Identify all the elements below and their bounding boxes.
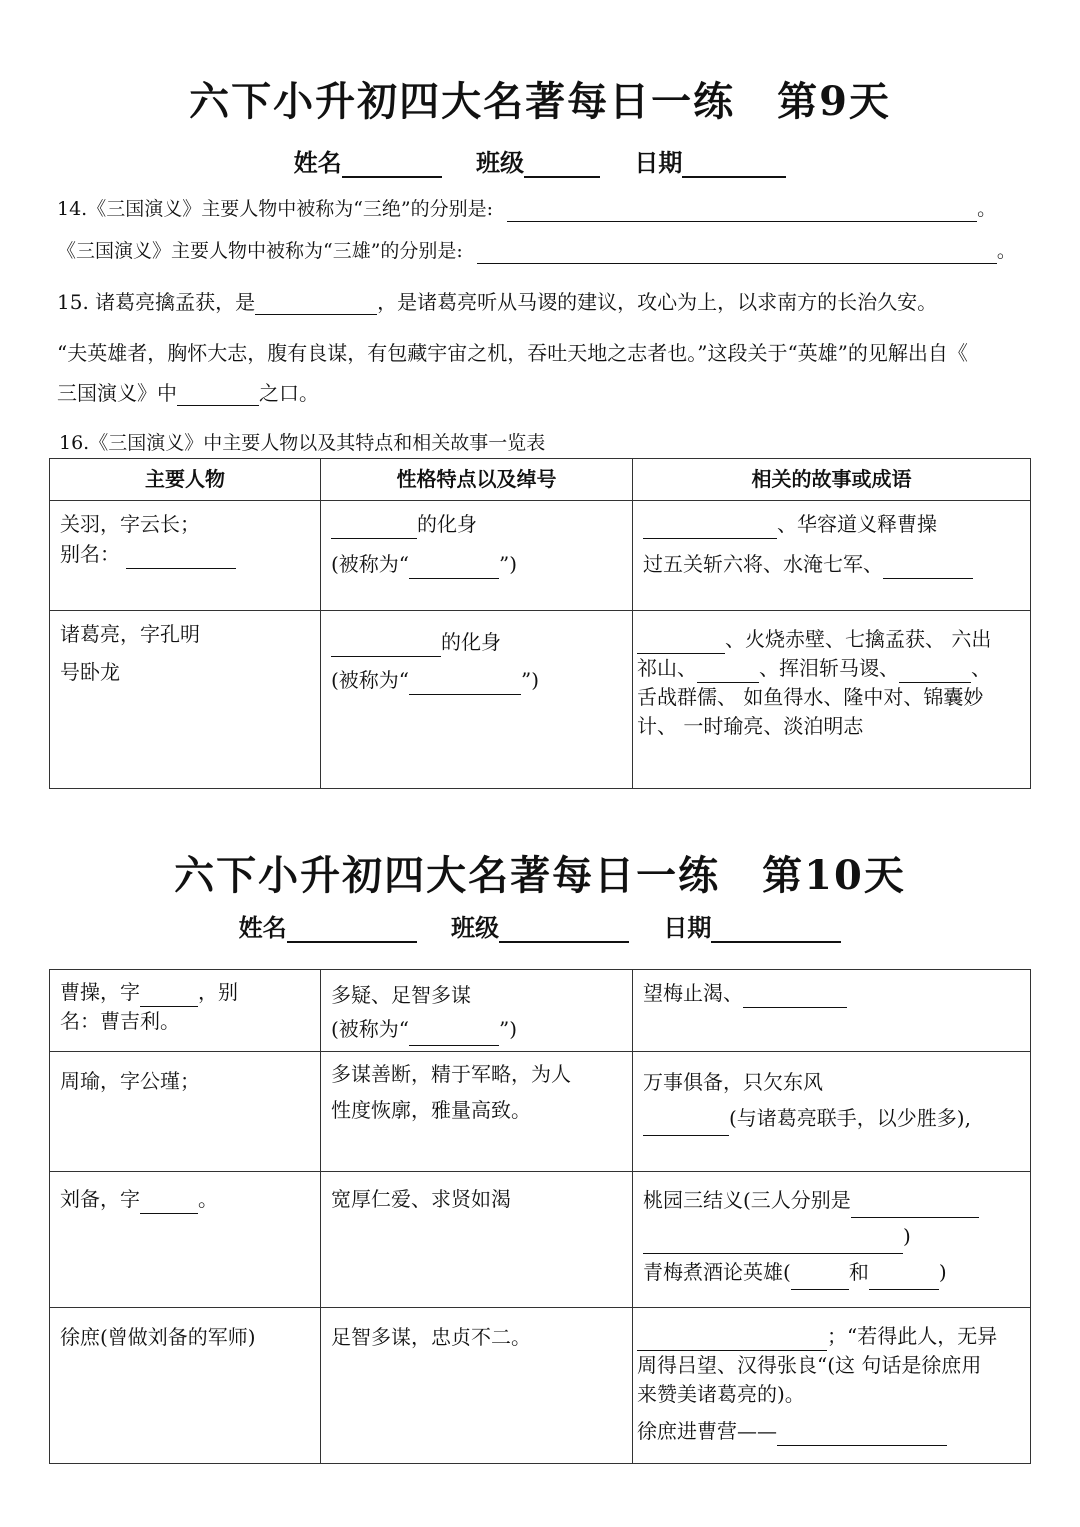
column-header: 相关的故事或成语 — [633, 459, 1031, 501]
answer-blank[interactable] — [791, 1267, 849, 1290]
name-label: 姓名 — [238, 913, 287, 942]
answer-blank[interactable] — [637, 631, 725, 654]
trait-cell: 多疑、足智多谋 (被称为“ ”) — [321, 970, 633, 1052]
class-label: 班级 — [476, 148, 524, 177]
trait-cell: 足智多谋，忠贞不二。 — [321, 1308, 633, 1464]
page-title-day10: 六下小升初四大名著每日一练 第10天 — [174, 852, 906, 899]
trait-cell: 多谋善断，精于军略，为人 性度恢廓，雅量高致。 — [321, 1052, 633, 1172]
date-field[interactable] — [682, 152, 786, 178]
question-14-line1: 14.《三国演义》主要人物中被称为“三绝”的分别是: 。 — [57, 198, 997, 220]
person-cell: 徐庶(曾做刘备的军师) — [50, 1308, 321, 1464]
answer-blank[interactable] — [507, 201, 977, 222]
story-cell: 桃园三结义(三人分别是 ) 青梅煮酒论英雄( 和 ) — [633, 1172, 1031, 1308]
trait-cell: 宽厚仁爱、求贤如渴 — [321, 1172, 633, 1308]
name-field[interactable] — [287, 917, 417, 943]
story-cell: 、火烧赤壁、七擒孟获、 六出 祁山、 、挥泪斩马谡、 、 舌战群儒、 如鱼得水、隆中对、锦囊妙 计、 一时瑜亮、淡泊明志 — [633, 611, 1031, 789]
answer-blank[interactable] — [643, 516, 777, 539]
answer-blank[interactable] — [140, 1191, 198, 1214]
person-cell: 周瑜，字公瑾； — [50, 1052, 321, 1172]
answer-blank[interactable] — [409, 556, 499, 579]
table-row — [50, 1172, 1031, 1308]
table-row — [50, 970, 1031, 1052]
character-table-day9 — [49, 458, 1031, 789]
class-field[interactable] — [524, 152, 600, 178]
answer-blank[interactable] — [637, 1328, 827, 1351]
name-label: 姓名 — [293, 148, 342, 177]
story-cell: 万事俱备，只欠东风 (与诸葛亮联手，以少胜多), — [633, 1052, 1031, 1172]
character-table-day10 — [49, 969, 1031, 1464]
page-title-day9: 六下小升初四大名著每日一练 第9天 — [189, 78, 891, 125]
question-14-line2: 《三国演义》主要人物中被称为“三雄”的分别是: 。 — [57, 240, 1016, 262]
column-header: 性格特点以及绰号 — [321, 459, 633, 501]
story-cell: 望梅止渴、 — [633, 970, 1031, 1052]
answer-blank[interactable] — [697, 660, 759, 683]
date-field[interactable] — [711, 917, 841, 943]
person-cell: 刘备，字 。 — [50, 1172, 321, 1308]
trait-cell: 的化身 (被称为“ ”) — [321, 611, 633, 789]
table-row — [50, 1052, 1031, 1172]
answer-blank[interactable] — [331, 516, 417, 539]
table-row — [50, 1308, 1031, 1464]
answer-blank[interactable] — [851, 1195, 979, 1218]
answer-blank[interactable] — [177, 385, 259, 406]
person-cell: 诸葛亮，字孔明 号卧龙 — [50, 611, 321, 789]
answer-blank[interactable] — [643, 1231, 903, 1254]
question-15: 15. 诸葛亮擒孟获，是 ，是诸葛亮听从马谡的建议，攻心为上，以求南方的长治久安。 — [57, 290, 938, 314]
table-row — [50, 501, 1031, 611]
trait-cell: 的化身 (被称为“ ”) — [321, 501, 633, 611]
class-label: 班级 — [451, 913, 499, 942]
date-label: 日期 — [663, 913, 712, 942]
class-field[interactable] — [499, 917, 629, 943]
question-15-quote: “夫英雄者，胸怀大志，腹有良谋，有包藏宇宙之机，吞吐天地之志者也。”这段关于“英雄”的见解出自《 — [57, 341, 968, 365]
answer-blank[interactable] — [477, 243, 997, 264]
answer-blank[interactable] — [883, 556, 973, 579]
answer-blank[interactable] — [409, 1023, 499, 1046]
answer-blank[interactable] — [643, 1113, 729, 1136]
student-info-day10 — [0, 908, 1080, 943]
table-row — [50, 611, 1031, 789]
column-header: 主要人物 — [50, 459, 321, 501]
question-15-quote-end: 三国演义》中 之口。 — [57, 381, 319, 405]
answer-blank[interactable] — [777, 1423, 947, 1446]
story-cell: ；“若得此人，无异 周得吕望、汉得张良“(这 句话是徐庶用 来赞美诸葛亮的)。 徐庶进曹营—— — [633, 1308, 1031, 1464]
answer-blank[interactable] — [255, 294, 377, 315]
answer-blank[interactable] — [869, 1267, 939, 1290]
date-label: 日期 — [634, 148, 683, 177]
answer-blank[interactable] — [331, 634, 441, 657]
answer-blank[interactable] — [899, 660, 971, 683]
answer-blank[interactable] — [743, 985, 847, 1008]
answer-blank[interactable] — [409, 672, 521, 695]
answer-blank[interactable] — [126, 546, 236, 569]
person-cell: 关羽，字云长； 别名： — [50, 501, 321, 611]
name-field[interactable] — [342, 152, 442, 178]
person-cell: 曹操，字 ，别 名：曹吉利。 — [50, 970, 321, 1052]
question-16-title: 16.《三国演义》中主要人物以及其特点和相关故事一览表 — [59, 432, 546, 454]
answer-blank[interactable] — [140, 984, 198, 1007]
story-cell: 、华容道义释曹操 过五关斩六将、水淹七军、 — [633, 501, 1031, 611]
student-info-day9 — [0, 143, 1080, 178]
